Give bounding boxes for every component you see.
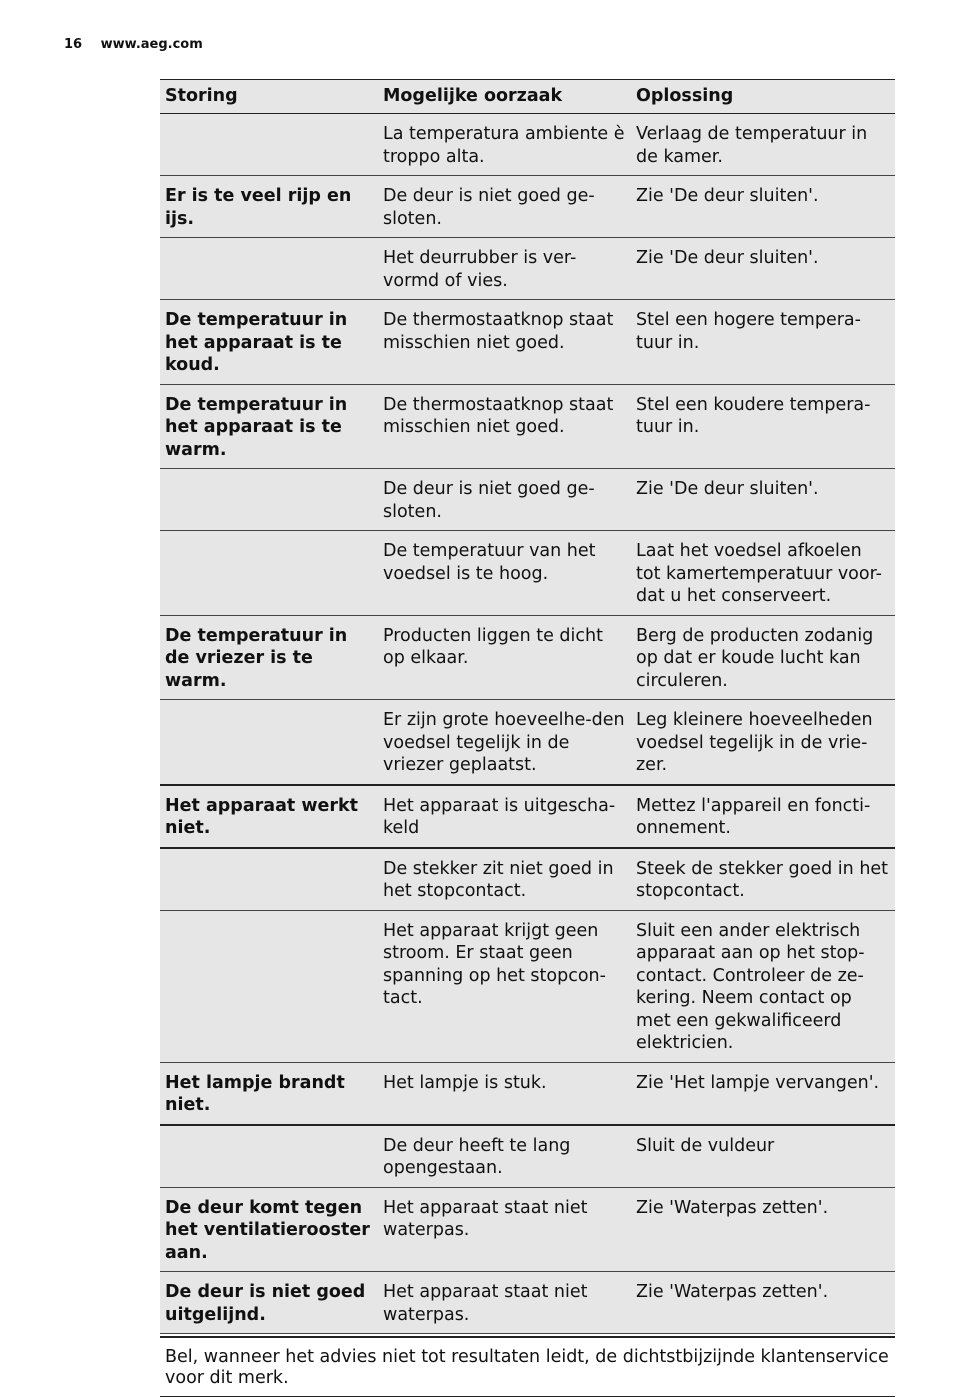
table-row: [160, 910, 895, 1062]
troubleshooting-table: [160, 79, 895, 1334]
oplossing-cell: Verlaag de temperatuur in de kamer.: [631, 114, 895, 176]
oorzaak-cell: Producten liggen te dicht op elkaar.: [378, 615, 631, 700]
storing-cell: De temperatuur in de vriezer is te warm.: [160, 615, 378, 700]
storing-cell: [160, 469, 378, 531]
table-row: [160, 469, 895, 531]
oorzaak-cell: De deur is niet goed ge-sloten.: [378, 469, 631, 531]
oorzaak-cell: De temperatuur van het voedsel is te hoog.: [378, 531, 631, 616]
oorzaak-cell: Het apparaat is uitgescha-keld: [378, 785, 631, 848]
storing-cell: [160, 910, 378, 1062]
oplossing-cell: Mettez l'appareil en foncti-onnement.: [631, 785, 895, 848]
storing-cell: Er is te veel rijp en ijs.: [160, 176, 378, 238]
oplossing-cell: Zie 'Waterpas zetten'.: [631, 1272, 895, 1334]
oorzaak-cell: Het lampje is stuk.: [378, 1062, 631, 1125]
oorzaak-cell: Het deurrubber is ver-vormd of vies.: [378, 238, 631, 300]
storing-cell: [160, 531, 378, 616]
oorzaak-cell: De thermostaatknop staat misschien niet goed.: [378, 300, 631, 385]
page-number: 16: [64, 37, 83, 52]
oplossing-cell: Sluit de vuldeur: [631, 1125, 895, 1188]
oorzaak-cell: Het apparaat krijgt geen stroom. Er staat geen spanning op het stopcon-tact.: [378, 910, 631, 1062]
oplossing-cell: Zie 'Het lampje vervangen'.: [631, 1062, 895, 1125]
table-row: [160, 1125, 895, 1188]
table-row: [160, 1062, 895, 1125]
oplossing-cell: Berg de producten zodanig op dat er koude lucht kan circuleren.: [631, 615, 895, 700]
table-body: [160, 114, 895, 1334]
storing-cell: De temperatuur in het apparaat is te warm.: [160, 384, 378, 469]
oplossing-cell: Zie 'Waterpas zetten'.: [631, 1187, 895, 1272]
oplossing-cell: Steek de stekker goed in het stopcontact.: [631, 848, 895, 911]
storing-cell: De deur komt tegen het ventilatierooster aan.: [160, 1187, 378, 1272]
oplossing-cell: Stel een koudere tempera-tuur in.: [631, 384, 895, 469]
table-row: [160, 384, 895, 469]
storing-cell: [160, 700, 378, 785]
oorzaak-cell: De deur heeft te lang opengestaan.: [378, 1125, 631, 1188]
oorzaak-cell: De stekker zit niet goed in het stopcontact.: [378, 848, 631, 911]
oorzaak-cell: Het apparaat staat niet waterpas.: [378, 1187, 631, 1272]
oplossing-cell: Zie 'De deur sluiten'.: [631, 469, 895, 531]
table-footer-note: Bel, wanneer het advies niet tot resultaten leidt, de dichtstbijzijnde klantenservice voor dit merk.: [160, 1336, 895, 1397]
oplossing-cell: Leg kleinere hoeveelheden voedsel tegelijk in de vrie-zer.: [631, 700, 895, 785]
storing-cell: [160, 848, 378, 911]
oplossing-cell: Laat het voedsel afkoelen tot kamertemperatuur voor-dat u het conserveert.: [631, 531, 895, 616]
oplossing-cell: Zie 'De deur sluiten'.: [631, 176, 895, 238]
table-row: [160, 300, 895, 385]
oorzaak-cell: Het apparaat staat niet waterpas.: [378, 1272, 631, 1334]
storing-cell: De temperatuur in het apparaat is te koud.: [160, 300, 378, 385]
storing-cell: Het apparaat werkt niet.: [160, 785, 378, 848]
storing-cell: [160, 1125, 378, 1188]
storing-cell: Het lampje brandt niet.: [160, 1062, 378, 1125]
table-row: [160, 114, 895, 176]
oplossing-cell: Sluit een ander elektrisch apparaat aan op het stop-contact. Controleer de ze-kering. Neem contact op met een gekwalificeerd elektricien.: [631, 910, 895, 1062]
table-row: [160, 176, 895, 238]
table-row: [160, 1187, 895, 1272]
page-header: [64, 37, 203, 52]
table-row: [160, 1272, 895, 1334]
troubleshooting-table-container: [160, 79, 895, 1397]
storing-cell: [160, 238, 378, 300]
storing-cell: De deur is niet goed uitgelijnd.: [160, 1272, 378, 1334]
storing-cell: [160, 114, 378, 176]
oplossing-cell: Zie 'De deur sluiten'.: [631, 238, 895, 300]
oorzaak-cell: De deur is niet goed ge-sloten.: [378, 176, 631, 238]
table-row: [160, 615, 895, 700]
table-row: [160, 700, 895, 785]
oplossing-cell: Stel een hogere tempera-tuur in.: [631, 300, 895, 385]
oorzaak-cell: Er zijn grote hoeveelhe-den voedsel tegelijk in de vriezer geplaatst.: [378, 700, 631, 785]
column-header-storing: Storing: [160, 80, 378, 114]
table-row: [160, 531, 895, 616]
table-header-row: [160, 80, 895, 114]
oorzaak-cell: La temperatura ambiente è troppo alta.: [378, 114, 631, 176]
table-row: [160, 848, 895, 911]
oorzaak-cell: De thermostaatknop staat misschien niet goed.: [378, 384, 631, 469]
table-row: [160, 785, 895, 848]
table-row: [160, 238, 895, 300]
column-header-oplossing: Oplossing: [631, 80, 895, 114]
column-header-oorzaak: Mogelijke oorzaak: [378, 80, 631, 114]
website-url: www.aeg.com: [100, 37, 203, 52]
